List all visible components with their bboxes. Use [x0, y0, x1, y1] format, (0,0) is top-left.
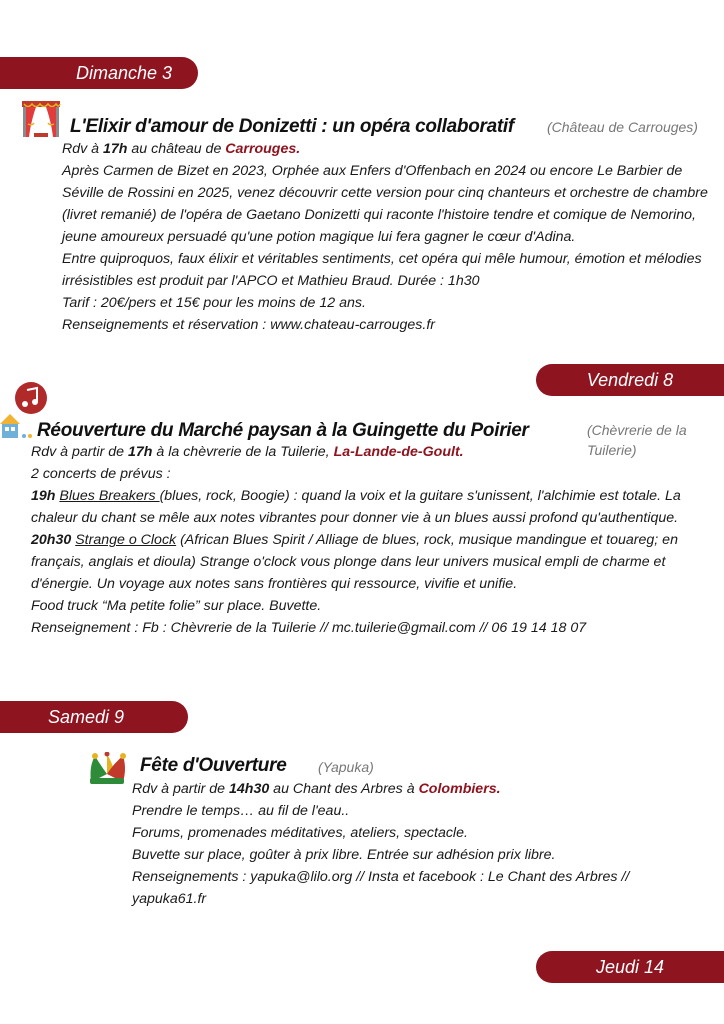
- event-location-chevrerie: (Chèvrerie de la Tuilerie): [587, 422, 687, 458]
- theater-curtain-icon: [20, 99, 62, 139]
- event-description: Après Carmen de Bizet en 2023, Orphée aux Enfers d'Offenbach en 2024 ou encore Le Barbier de Séville de Rossini en 2025, venez découvrir cette version pour cinq chanteurs et orchestre de chambre (livret remanié) de l'opéra de Gaetano Donizetti qui raconte l'histoire tendre et comique de Nemorino, jeune amoureux persuadé qu'une potion magique lui fera gagner le cœur d'Adina.: [62, 163, 708, 245]
- event-body-marche: [31, 485, 715, 639]
- event-rdv-line: Rdv à 17h au château de Carrouges.: [62, 141, 301, 157]
- day-header-vendredi: Vendredi 8: [536, 364, 724, 396]
- event-price: Tarif : 20€/pers et 15€ pour les moins de 12 ans.: [62, 295, 366, 311]
- concert-strange-o-clock: 20h30 Strange o Clock (African Blues Spirit / Alliage de blues, rock, musique mandingue et touareg; en français, anglais et dioula) Strange o'clock vous plonge dans leur univers musical empli de charme et d'énergie. Un voyage aux notes sans frontières qui ressource, vivifie et unifie.: [31, 532, 678, 592]
- day-header-dimanche: Dimanche 3: [0, 57, 198, 89]
- event-info: Renseignement : Fb : Chèvrerie de la Tuilerie // mc.tuilerie@gmail.com // 06 19 14 18 07: [31, 620, 587, 636]
- event-rdv-line: Rdv à partir de 14h30 au Chant des Arbres à Colombiers.: [132, 781, 501, 797]
- day-header-samedi: Samedi 9: [0, 701, 188, 733]
- event-description: Forums, promenades méditatives, ateliers, spectacle.: [132, 825, 468, 841]
- event-rdv-line: Rdv à partir de 17h à la chèvrerie de la Tuilerie, La-Lande-de-Goult.: [31, 444, 464, 460]
- event-concerts-intro: 2 concerts de prévus :: [31, 466, 171, 482]
- event-rdv-block-marche: [31, 441, 587, 485]
- event-info: Renseignements : yapuka@lilo.org // Insta et facebook : Le Chant des Arbres // yapuka61.fr: [132, 869, 630, 907]
- event-body-elixir: [62, 138, 710, 336]
- event-description: Entre quiproquos, faux élixir et véritables sentiments, cet opéra qui mêle humour, émotion et mélodies irrésistibles est produit par l'APCO et Mathieu Braud. Durée : 1h30: [62, 251, 702, 289]
- event-description: Prendre le temps… au fil de l'eau..: [132, 803, 350, 819]
- event-title-marche: Réouverture du Marché paysan à la Guingette du Poirier: [37, 420, 529, 441]
- concert-blues-breakers: 19h Blues Breakers (blues, rock, Boogie) : quand la voix et la guitare s'unissent, l'alchimie est totale. La chaleur du chant se mêle aux notes vibrantes pour donner vie à un blues aussi profond qu'authentique.: [31, 488, 681, 526]
- event-location-yapuka: (Yapuka): [318, 759, 374, 775]
- day-header-jeudi: Jeudi 14: [536, 951, 724, 983]
- event-description: Buvette sur place, goûter à prix libre. Entrée sur adhésion prix libre.: [132, 847, 556, 863]
- event-food: Food truck “Ma petite folie” sur place. Buvette.: [31, 598, 322, 614]
- event-info: Renseignements et réservation : www.chateau-carrouges.fr: [62, 317, 435, 333]
- event-title-fete: Fête d'Ouverture: [140, 755, 287, 776]
- event-location-carrouges: (Château de Carrouges): [547, 119, 698, 135]
- jester-hat-icon: [85, 752, 129, 786]
- event-body-fete: [132, 778, 692, 910]
- event-title-elixir: L'Elixir d'amour de Donizetti : un opéra collaboratif: [70, 116, 514, 137]
